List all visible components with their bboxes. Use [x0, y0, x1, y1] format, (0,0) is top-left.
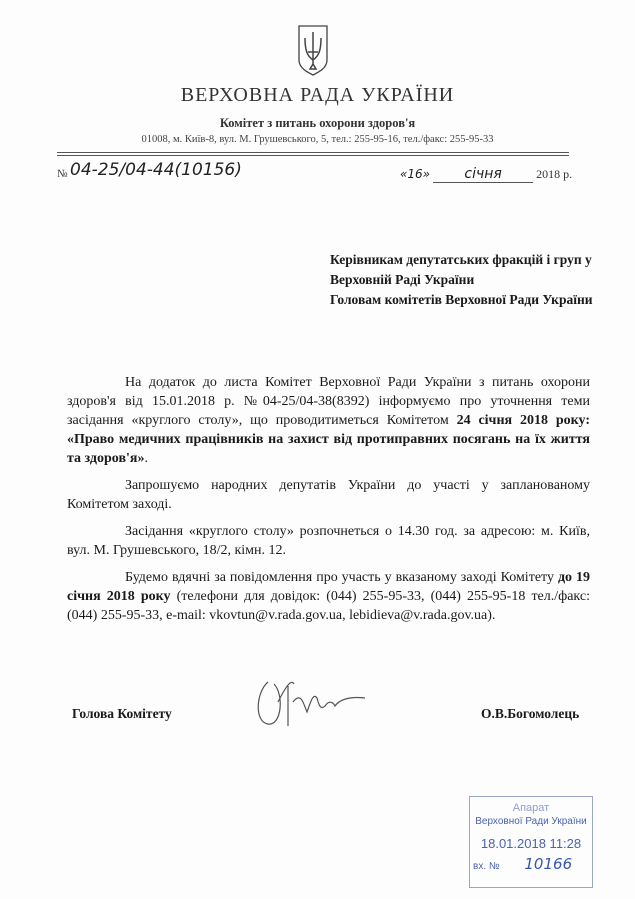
round-table-topic: 24 січня 2018 року: «Право медичних працівників на захист від протиправних посягань на їх життя та здоров'я» [67, 413, 590, 466]
date-day: «16» [400, 167, 431, 181]
text: На додаток до листа Комітет Верховної Ради України з питань охорони здоров'я від 15.01.2018 р. №04-25/04-38(8392) інформуємо про уточнення теми засідання «круглого столу», що проводитиметься Комітетом [67, 375, 590, 428]
coat-of-arms-icon [297, 24, 329, 76]
paragraph: Запрошуємо народних депутатів України до участі у запланованому Комітетом заході. [67, 478, 590, 512]
stamp-line: Верховної Ради України [475, 816, 587, 827]
date-year: 2018 р. [536, 167, 573, 181]
ref-date [400, 166, 572, 183]
parliament-title: ВЕРХОВНА РАДА УКРАЇНИ [180, 84, 455, 106]
deadline: до 19 січня 2018 року [67, 570, 590, 604]
handwritten-signature [248, 672, 378, 732]
date-month: січня [433, 166, 533, 183]
committee-address: 01008, м. Київ-8, вул. М. Грушевського, 5, тел.: 255-95-16, тел./факс: 255-95-33 [141, 134, 494, 145]
signatory-position: Голова Комітету [72, 706, 172, 721]
text: Будемо вдячні за повідомлення про участь у вказаному заході Комітету [125, 570, 558, 585]
recipient: Керівникам депутатських фракцій і груп у Верховній Раді України [330, 252, 592, 287]
stamp-incoming-number: 10166 [524, 855, 573, 873]
text: . [144, 451, 148, 466]
paragraph [67, 373, 590, 468]
divider [57, 155, 569, 156]
stamp-incoming-label: вх. № [473, 861, 500, 872]
stamp-line: Апарат [512, 802, 550, 814]
paragraph: Засідання «круглого столу» розпочнеться о 14.30 год. за адресою: м. Київ, вул. М. Грушевського, 18/2, кімн. 12. [67, 524, 590, 558]
divider [57, 152, 569, 153]
stamp-datetime: 18.01.2018 11:28 [480, 836, 582, 851]
incoming-registration-stamp [469, 796, 593, 888]
text: (телефони для довідок: (044) 255-95-33, (044) 255-95-18 тел./факс: (044) 255-95-33, e-mail: vkovtun@v.rada.gov.ua, lebidieva@v.rada.gov.ua). [67, 589, 590, 623]
letter-body [67, 373, 590, 633]
signatory-name: О.В.Богомолець [481, 706, 580, 721]
recipient: Головам комітетів Верховної Ради України [330, 292, 593, 307]
committee-name: Комітет з питань охорони здоров'я [219, 116, 416, 130]
recipients [330, 250, 600, 310]
paragraph [67, 568, 590, 625]
ref-number: 04-25/04-44(10156) [70, 160, 242, 180]
ref-number-prefix: № [57, 168, 68, 180]
